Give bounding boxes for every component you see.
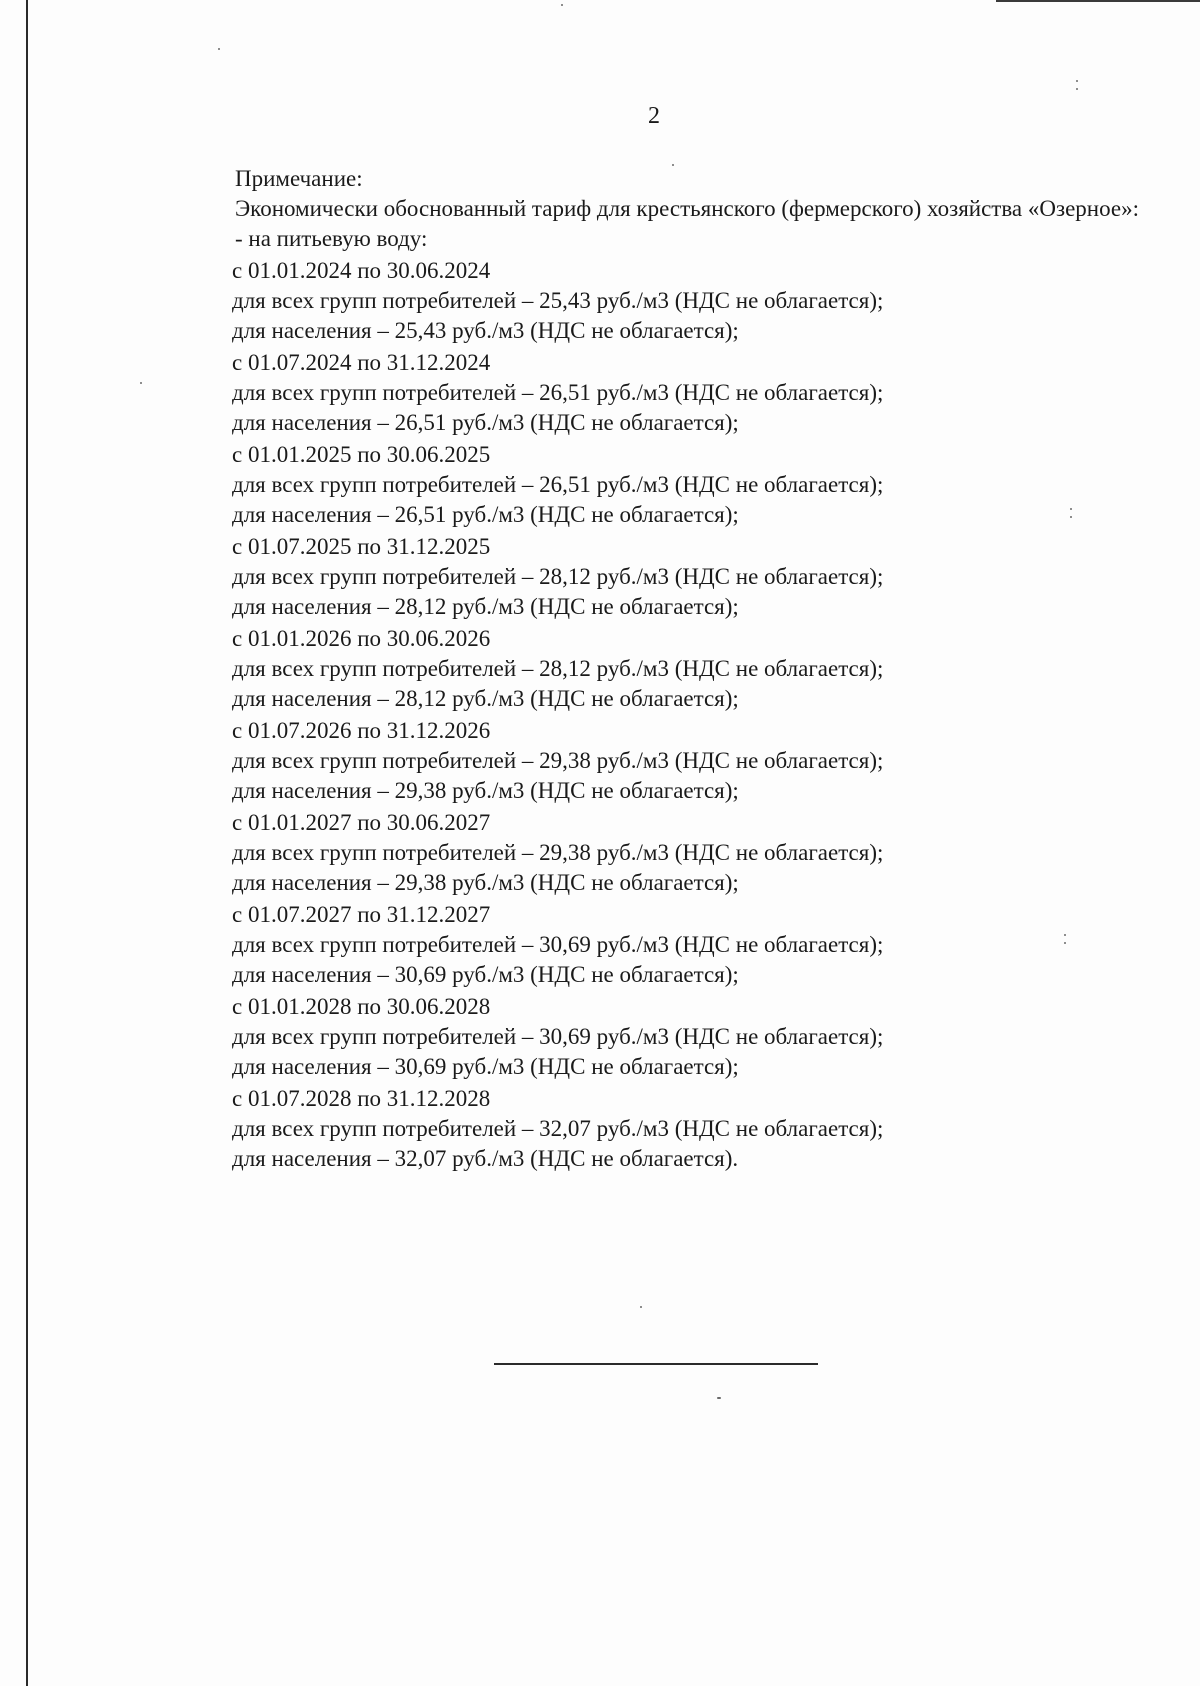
scan-speck: [218, 48, 220, 50]
tariff-periods-list: [180, 256, 1140, 1174]
period-range: с 01.07.2025 по 31.12.2025: [232, 534, 491, 559]
tariff-population: для населения – 25,43 руб./м3 (НДС не облагается);: [232, 318, 739, 343]
tariff-period: [180, 532, 1140, 622]
tariff-all-groups: для всех групп потребителей – 26,51 руб./м3 (НДС не облагается);: [232, 380, 884, 405]
period-range: с 01.07.2024 по 31.12.2024: [232, 350, 491, 375]
tariff-all-groups: для всех групп потребителей – 28,12 руб./м3 (НДС не облагается);: [232, 656, 884, 681]
document-body: [180, 164, 1140, 1174]
tariff-period: [180, 716, 1140, 806]
intro-paragraph: Экономически обоснованный тариф для крестьянского (фермерского) хозяйства «Озерное»:: [235, 196, 1139, 221]
scan-speck: [717, 1397, 721, 1399]
tariff-all-groups: для всех групп потребителей – 29,38 руб./м3 (НДС не облагается);: [232, 840, 884, 865]
tariff-period: [180, 440, 1140, 530]
scan-speck: [672, 164, 674, 166]
tariff-all-groups: для всех групп потребителей – 28,12 руб./м3 (НДС не облагается);: [232, 564, 884, 589]
tariff-population: для населения – 28,12 руб./м3 (НДС не облагается);: [232, 686, 739, 711]
tariff-all-groups: для всех групп потребителей – 30,69 руб./м3 (НДС не облагается);: [232, 1024, 884, 1049]
scan-speck: [1070, 516, 1072, 518]
tariff-period: [180, 624, 1140, 714]
tariff-all-groups: для всех групп потребителей – 32,07 руб./м3 (НДС не облагается);: [232, 1116, 884, 1141]
tariff-all-groups: для всех групп потребителей – 30,69 руб./м3 (НДС не облагается);: [232, 932, 884, 957]
scan-speck: [140, 382, 142, 384]
period-range: с 01.01.2025 по 30.06.2025: [232, 442, 491, 467]
period-range: с 01.07.2026 по 31.12.2026: [232, 718, 491, 743]
tariff-period: [180, 256, 1140, 346]
scan-speck: [1064, 942, 1066, 944]
scan-speck: [561, 4, 563, 6]
scan-speck: [1064, 934, 1066, 936]
tariff-population: для населения – 26,51 руб./м3 (НДС не облагается);: [232, 410, 739, 435]
scan-speck: [1070, 508, 1072, 510]
period-range: с 01.07.2027 по 31.12.2027: [232, 902, 491, 927]
tariff-population: для населения – 28,12 руб./м3 (НДС не облагается);: [232, 594, 739, 619]
tariff-period: [180, 1084, 1140, 1174]
tariff-period: [180, 900, 1140, 990]
scan-speck: [640, 1306, 642, 1308]
tariff-period: [180, 992, 1140, 1082]
tariff-subject: - на питьевую воду:: [235, 226, 428, 251]
page-number: 2: [648, 103, 660, 129]
tariff-period: [180, 808, 1140, 898]
scan-left-border: [26, 0, 28, 1686]
tariff-all-groups: для всех групп потребителей – 26,51 руб./м3 (НДС не облагается);: [232, 472, 884, 497]
tariff-population: для населения – 30,69 руб./м3 (НДС не облагается);: [232, 1054, 739, 1079]
period-range: с 01.07.2028 по 31.12.2028: [232, 1086, 491, 1111]
closing-divider: [494, 1363, 818, 1365]
scan-speck: [1076, 88, 1078, 90]
tariff-population: для населения – 29,38 руб./м3 (НДС не облагается);: [232, 778, 739, 803]
tariff-all-groups: для всех групп потребителей – 29,38 руб./м3 (НДС не облагается);: [232, 748, 884, 773]
period-range: с 01.01.2027 по 30.06.2027: [232, 810, 491, 835]
tariff-population: для населения – 26,51 руб./м3 (НДС не облагается);: [232, 502, 739, 527]
scan-speck: [1076, 80, 1078, 82]
tariff-population: для населения – 29,38 руб./м3 (НДС не облагается);: [232, 870, 739, 895]
period-range: с 01.01.2028 по 30.06.2028: [232, 994, 491, 1019]
tariff-population: для населения – 30,69 руб./м3 (НДС не облагается);: [232, 962, 739, 987]
tariff-all-groups: для всех групп потребителей – 25,43 руб./м3 (НДС не облагается);: [232, 288, 884, 313]
scan-top-edge: [996, 0, 1200, 2]
note-heading: Примечание:: [235, 166, 363, 191]
period-range: с 01.01.2024 по 30.06.2024: [232, 258, 491, 283]
period-range: с 01.01.2026 по 30.06.2026: [232, 626, 491, 651]
tariff-population: для населения – 32,07 руб./м3 (НДС не облагается).: [232, 1146, 739, 1171]
tariff-period: [180, 348, 1140, 438]
